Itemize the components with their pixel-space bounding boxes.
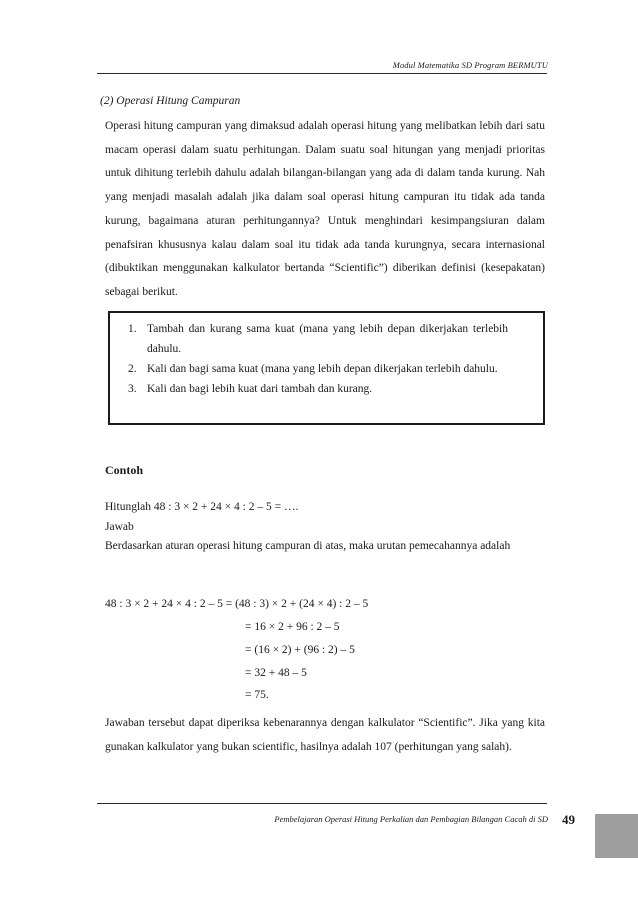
page-number: 49 bbox=[562, 812, 575, 827]
solution-step: 48 : 3 × 2 + 24 × 4 : 2 – 5 = (48 : 3) × 2 + (24 × 4) : 2 – 5 bbox=[105, 598, 369, 610]
rules-list bbox=[128, 319, 508, 399]
rule-text: Kali dan bagi lebih kuat dari tambah dan kurang. bbox=[147, 383, 373, 395]
page-edge-tab bbox=[595, 814, 638, 858]
rule-item bbox=[128, 359, 508, 379]
solution-step: = 16 × 2 + 96 : 2 – 5 bbox=[245, 621, 340, 633]
rules-box bbox=[108, 311, 545, 425]
rule-number: 2. bbox=[128, 363, 137, 375]
rule-item bbox=[128, 379, 508, 399]
header-divider bbox=[97, 73, 547, 74]
footer-divider bbox=[97, 803, 547, 804]
solution-step: = 32 + 48 – 5 bbox=[245, 667, 307, 679]
running-footer: Pembelajaran Operasi Hitung Perkalian dan Pembagian Bilangan Cacah di SD bbox=[274, 814, 548, 824]
rule-text: Tambah dan kurang sama kuat (mana yang lebih depan dikerjakan terlebih dahulu. bbox=[147, 323, 508, 355]
conclusion-paragraph: Jawaban tersebut dapat diperiksa kebenarannya dengan kalkulator “Scientific”. Jika yang kita gunakan kalkulator yang bukan scientific, hasilnya adalah 107 (perhitungan yang salah). bbox=[105, 717, 545, 753]
answer-label: Jawab bbox=[105, 521, 134, 533]
rule-number: 3. bbox=[128, 383, 137, 395]
example-heading: Contoh bbox=[105, 463, 144, 477]
solution-step: = 75. bbox=[245, 689, 269, 701]
explanation-paragraph: Berdasarkan aturan operasi hitung campuran di atas, maka urutan pemecahannya adalah bbox=[105, 540, 511, 552]
example-question: Hitunglah 48 : 3 × 2 + 24 × 4 : 2 – 5 = …. bbox=[105, 501, 299, 513]
rule-item bbox=[128, 319, 508, 359]
section-title: (2) Operasi Hitung Campuran bbox=[100, 95, 241, 107]
rule-number: 1. bbox=[128, 323, 137, 335]
solution-step: = (16 × 2) + (96 : 2) – 5 bbox=[245, 644, 355, 656]
running-header: Modul Matematika SD Program BERMUTU bbox=[392, 60, 548, 70]
intro-paragraph: Operasi hitung campuran yang dimaksud adalah operasi hitung yang melibatkan lebih dari satu macam operasi dalam suatu perhitungan. Dalam suatu soal hitungan yang menjadi prioritas untuk dihitung terlebih dahulu adalah bilangan-bilangan yang ada di dalam tanda kurung. Nah yang menjadi masalah adalah jika dalam soal operasi hitung campuran itu tidak ada tanda kurung, bagaimana aturan perhitungannya? Untuk menghindari kesimpangsiuran dalam penafsiran khususnya kalau dalam soal itu tidak ada tanda kurungnya, secara internasional (dibuktikan menggunakan kalkulator bertanda “Scientific”) diberikan definisi (kesepakatan) sebagai berikut. bbox=[105, 120, 545, 298]
rule-text: Kali dan bagi sama kuat (mana yang lebih depan dikerjakan terlebih dahulu. bbox=[147, 363, 498, 375]
